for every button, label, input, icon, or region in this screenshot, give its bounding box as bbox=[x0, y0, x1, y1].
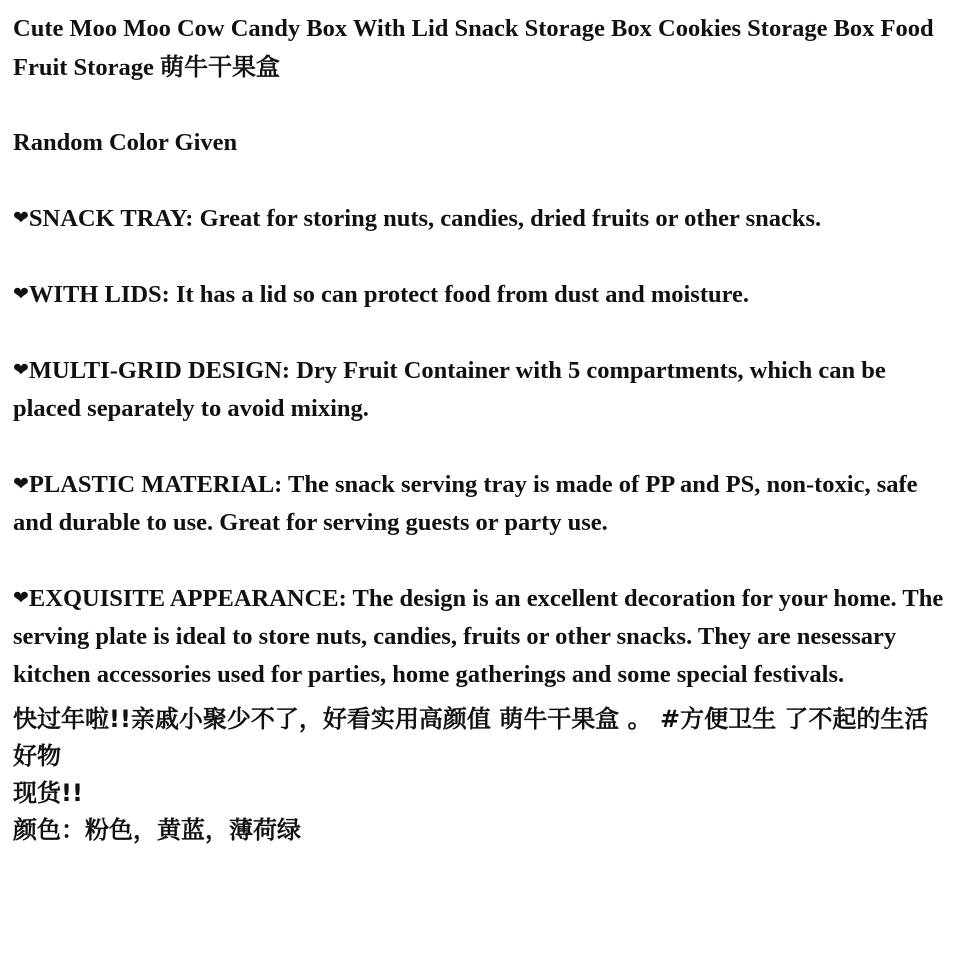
chinese-promo: 快过年啦!!亲戚小聚少不了，好看实用高颜值 萌牛干果盒 。 #方便卫生 了不起的生活好物 bbox=[13, 705, 929, 770]
color-note: Random Color Given bbox=[13, 129, 238, 156]
heart-icon: ❤ bbox=[13, 283, 29, 305]
chinese-stock: 现货!! bbox=[13, 779, 83, 807]
feature-text: The design is an excellent decoration for your home. The serving plate is ideal to store nuts, candies, fruits or other snacks. They are nesessary kitchen accessories used for parties, home gatherings and some special festivals. bbox=[13, 585, 944, 688]
feature-text: Great for storing nuts, candies, dried fruits or other snacks. bbox=[199, 205, 822, 232]
chinese-description bbox=[13, 701, 948, 849]
heart-icon: ❤ bbox=[13, 359, 29, 381]
feature-heading: WITH LIDS: bbox=[28, 281, 170, 308]
feature-with-lids bbox=[13, 275, 948, 314]
product-title-cn: 萌牛干果盒 bbox=[159, 53, 280, 81]
product-description bbox=[13, 10, 948, 849]
feature-heading: MULTI-GRID DESIGN: bbox=[28, 357, 291, 384]
feature-text: It has a lid so can protect food from dust and moisture. bbox=[175, 281, 750, 308]
feature-heading: PLASTIC MATERIAL: bbox=[28, 471, 283, 498]
feature-multi-grid-design bbox=[13, 351, 948, 428]
feature-snack-tray bbox=[13, 199, 948, 238]
feature-heading: SNACK TRAY: bbox=[28, 205, 194, 232]
feature-plastic-material bbox=[13, 465, 948, 542]
feature-exquisite-appearance bbox=[13, 579, 948, 694]
feature-heading: EXQUISITE APPEARANCE: bbox=[28, 585, 347, 612]
feature-text: Dry Fruit Container with 5 compartments, which can be placed separately to avoid mixing. bbox=[13, 357, 886, 422]
heart-icon: ❤ bbox=[13, 473, 29, 495]
product-title-en: Cute Moo Moo Cow Candy Box With Lid Snack Storage Box Cookies Storage Box Food Fruit Storage bbox=[13, 15, 934, 81]
chinese-colors: 颜色：粉色，黄蓝，薄荷绿 bbox=[13, 816, 301, 844]
product-title bbox=[13, 10, 948, 87]
heart-icon: ❤ bbox=[13, 587, 29, 609]
feature-text: The snack serving tray is made of PP and PS, non-toxic, safe and durable to use. Great for serving guests or party use. bbox=[13, 471, 918, 536]
heart-icon: ❤ bbox=[13, 207, 29, 229]
